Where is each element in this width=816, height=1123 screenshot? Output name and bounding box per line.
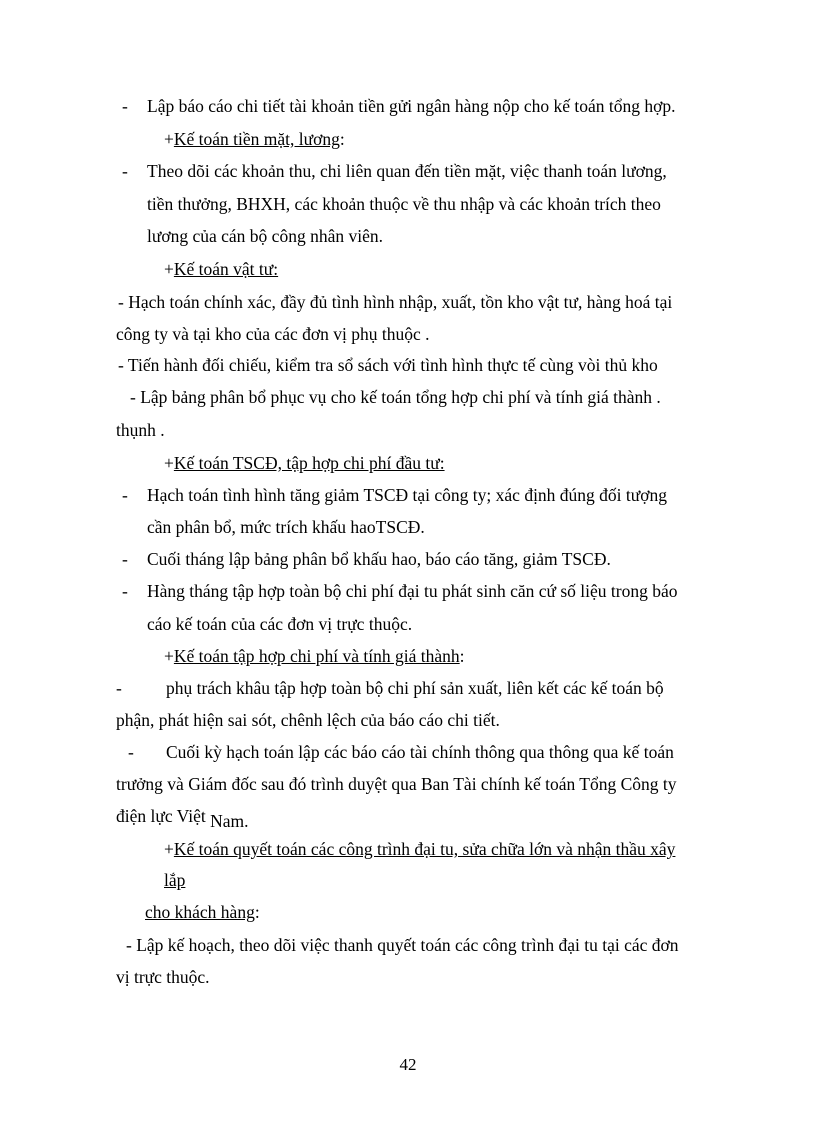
text-fragment: điện lực Việt (116, 806, 211, 826)
dash: - (122, 485, 128, 505)
heading-suffix: : (459, 646, 465, 666)
heading-suffix: : (254, 902, 260, 922)
dash: - (122, 161, 128, 181)
text-line: phụ trách khâu tập hợp toàn bộ chi phí sản xuất, liên kết các kế toán bộ (166, 678, 664, 698)
heading-prefix: + (164, 646, 174, 666)
text-line: công ty và tại kho của các đơn vị phụ thuộc . (116, 324, 430, 344)
text-line: thụnh . (116, 420, 165, 440)
heading-text: Kế toán tập hợp chi phí và tính giá thành (173, 646, 460, 666)
dash: - (122, 581, 128, 601)
text-line: - Hạch toán chính xác, đầy đủ tình hình nhập, xuất, tồn kho vật tư, hàng hoá tại (118, 292, 673, 312)
dash: - (128, 742, 134, 762)
dash: - (122, 549, 128, 569)
section-heading (164, 128, 345, 150)
heading-text: Kế toán quyết toán các công trình đại tu, sửa chữa lớn và nhận thầu xây (173, 839, 676, 859)
heading-text: Kế toán tiền mặt, lương (173, 129, 340, 149)
text-line: Hàng tháng tập hợp toàn bộ chi phí đại tu phát sinh căn cứ số liệu trong báo (147, 581, 678, 601)
section-heading (164, 452, 445, 474)
text-line: tiền thưởng, BHXH, các khoản thuộc về thu nhập và các khoản trích theo (147, 194, 661, 214)
heading-text: cho khách hàng (145, 902, 255, 922)
text-line: cáo kế toán của các đơn vị trực thuộc. (147, 614, 413, 634)
text-line: trưởng và Giám đốc sau đó trình duyệt qua Ban Tài chính kế toán Tổng Công ty (116, 774, 677, 794)
text-line: cần phân bổ, mức trích khấu haoTSCĐ. (147, 517, 425, 537)
text-line: - Lập bảng phân bổ phục vụ cho kế toán tổng hợp chi phí và tính giá thành . (130, 387, 661, 407)
dash: - (116, 678, 122, 698)
text-line (116, 805, 249, 831)
heading-prefix: + (164, 839, 174, 859)
heading-prefix: + (164, 129, 174, 149)
section-heading (164, 838, 675, 860)
dash: - (122, 96, 128, 116)
text-line: Theo dõi các khoản thu, chi liên quan đến tiền mặt, việc thanh toán lương, (147, 161, 667, 181)
text-fragment-lowered: Nam. (210, 811, 249, 831)
text-line: phận, phát hiện sai sót, chênh lệch của báo cáo chi tiết. (116, 710, 500, 730)
section-heading (164, 645, 465, 667)
text-line: Cuối kỳ hạch toán lập các báo cáo tài chính thông qua thông qua kế toán (166, 742, 674, 762)
text-line: Lập báo cáo chi tiết tài khoản tiền gửi ngân hàng nộp cho kế toán tổng hợp. (147, 96, 676, 116)
text-line: - Lập kế hoạch, theo dõi việc thanh quyết toán các công trình đại tu tại các đơn (126, 935, 679, 955)
text-line: - Tiến hành đối chiếu, kiểm tra sổ sách với tình hình thực tế cùng vòi thủ kho (118, 355, 658, 375)
heading-continuation: lắp (164, 870, 186, 890)
heading-text: Kế toán TSCĐ, tập hợp chi phí đầu tư: (173, 453, 445, 473)
text-line: vị trực thuộc. (116, 967, 210, 987)
heading-prefix: + (164, 259, 174, 279)
text-line: Hạch toán tình hình tăng giảm TSCĐ tại công ty; xác định đúng đối tượng (147, 485, 668, 505)
heading-continuation (145, 901, 260, 923)
page-number: 42 (399, 1055, 417, 1074)
section-heading (164, 258, 278, 280)
text-line: lương của cán bộ công nhân viên. (147, 226, 383, 246)
heading-text: Kế toán vật tư: (173, 259, 279, 279)
heading-suffix: : (339, 129, 345, 149)
heading-prefix: + (164, 453, 174, 473)
text-line: Cuối tháng lập bảng phân bổ khấu hao, báo cáo tăng, giảm TSCĐ. (147, 549, 611, 569)
